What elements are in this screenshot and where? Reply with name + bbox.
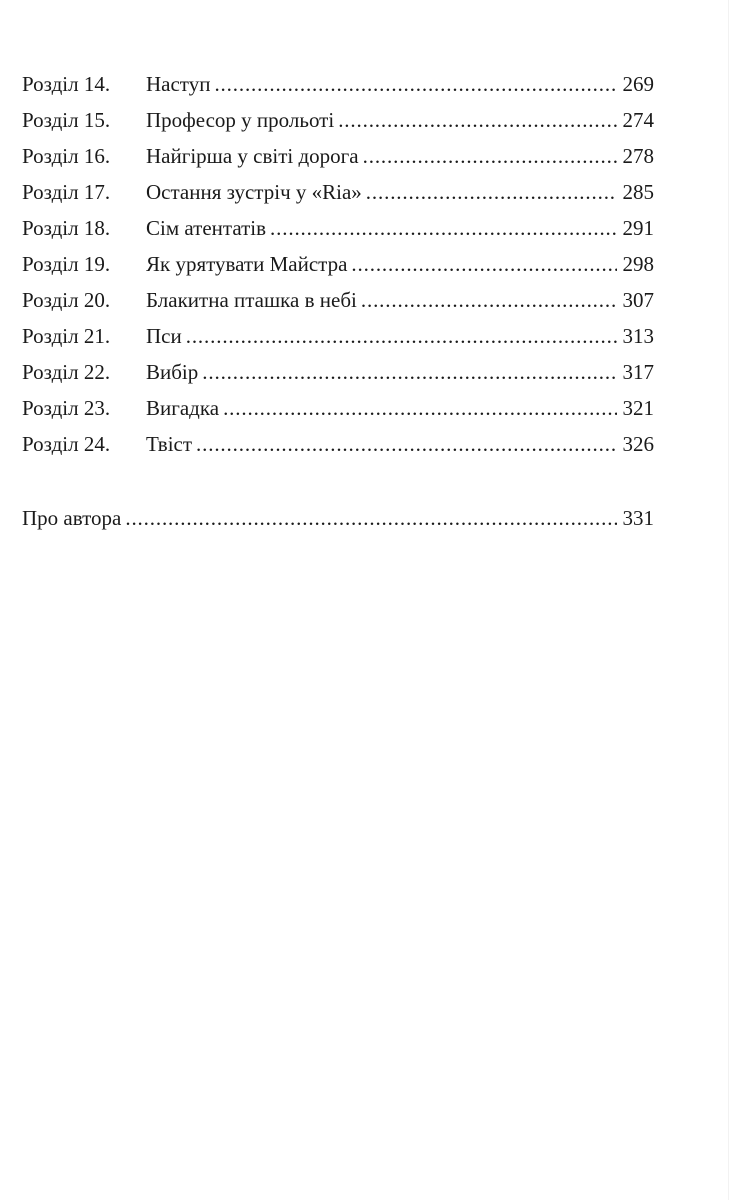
dot-leader [351, 246, 616, 282]
page-number: 317 [622, 360, 654, 384]
chapter-title: Сім атентатів [146, 216, 267, 240]
toc-entry-chapter-15 [22, 102, 654, 138]
page-number: 285 [622, 180, 654, 204]
dot-leader [125, 500, 616, 536]
chapter-label: Розділ 23. [22, 396, 111, 420]
toc-entry-chapter-17 [22, 174, 654, 210]
dot-leader [196, 426, 616, 462]
dot-leader [186, 318, 617, 354]
chapter-label: Розділ 18. [22, 216, 111, 240]
chapter-label: Розділ 21. [22, 324, 111, 348]
toc-entry-chapter-24 [22, 426, 654, 462]
dot-leader [361, 282, 617, 318]
dot-leader [338, 102, 616, 138]
page-number: 298 [622, 252, 654, 276]
toc-entry-about-author [22, 500, 654, 536]
chapter-label: Розділ 15. [22, 108, 111, 132]
scan-edge-line [728, 0, 729, 1200]
toc-entry-chapter-14 [22, 66, 654, 102]
page-number: 291 [622, 216, 654, 240]
chapter-title: Найгірша у світі дорога [146, 144, 359, 168]
toc-entry-chapter-23 [22, 390, 654, 426]
dot-leader [366, 174, 617, 210]
chapter-label: Розділ 19. [22, 252, 111, 276]
about-author-row [22, 500, 654, 536]
toc-entry-chapter-18 [22, 210, 654, 246]
chapter-label: Розділ 17. [22, 180, 111, 204]
page-number: 278 [622, 144, 654, 168]
chapter-title: Вигадка [146, 396, 220, 420]
page-number: 313 [622, 324, 654, 348]
page-number: 274 [622, 108, 654, 132]
dot-leader [363, 138, 617, 174]
dot-leader [202, 354, 616, 390]
chapter-title: Наступ [146, 72, 211, 96]
chapter-title: Остання зустріч у «Ria» [146, 180, 362, 204]
chapter-label: Розділ 14. [22, 72, 111, 96]
page-number: 307 [622, 288, 654, 312]
toc-entry-chapter-16 [22, 138, 654, 174]
about-author-title: Про автора [22, 506, 122, 530]
chapter-label: Розділ 20. [22, 288, 111, 312]
chapter-label: Розділ 22. [22, 360, 111, 384]
chapter-title: Вибір [146, 360, 199, 384]
toc-entry-chapter-21 [22, 318, 654, 354]
page-number: 321 [622, 396, 654, 420]
page-number: 269 [622, 72, 654, 96]
dot-leader [214, 66, 616, 102]
chapter-label: Розділ 24. [22, 432, 111, 456]
chapter-title: Твіст [146, 432, 193, 456]
toc-entry-chapter-19 [22, 246, 654, 282]
table-of-contents [22, 66, 654, 462]
page-number: 326 [622, 432, 654, 456]
chapter-title: Професор у прольоті [146, 108, 335, 132]
dot-leader [223, 390, 616, 426]
chapter-label: Розділ 16. [22, 144, 111, 168]
chapter-title: Блакитна пташка в небі [146, 288, 357, 312]
page-number: 331 [622, 506, 654, 530]
chapter-title: Пси [146, 324, 182, 348]
chapter-title: Як урятувати Майстра [146, 252, 348, 276]
toc-entry-chapter-20 [22, 282, 654, 318]
dot-leader [270, 210, 616, 246]
toc-entry-chapter-22 [22, 354, 654, 390]
